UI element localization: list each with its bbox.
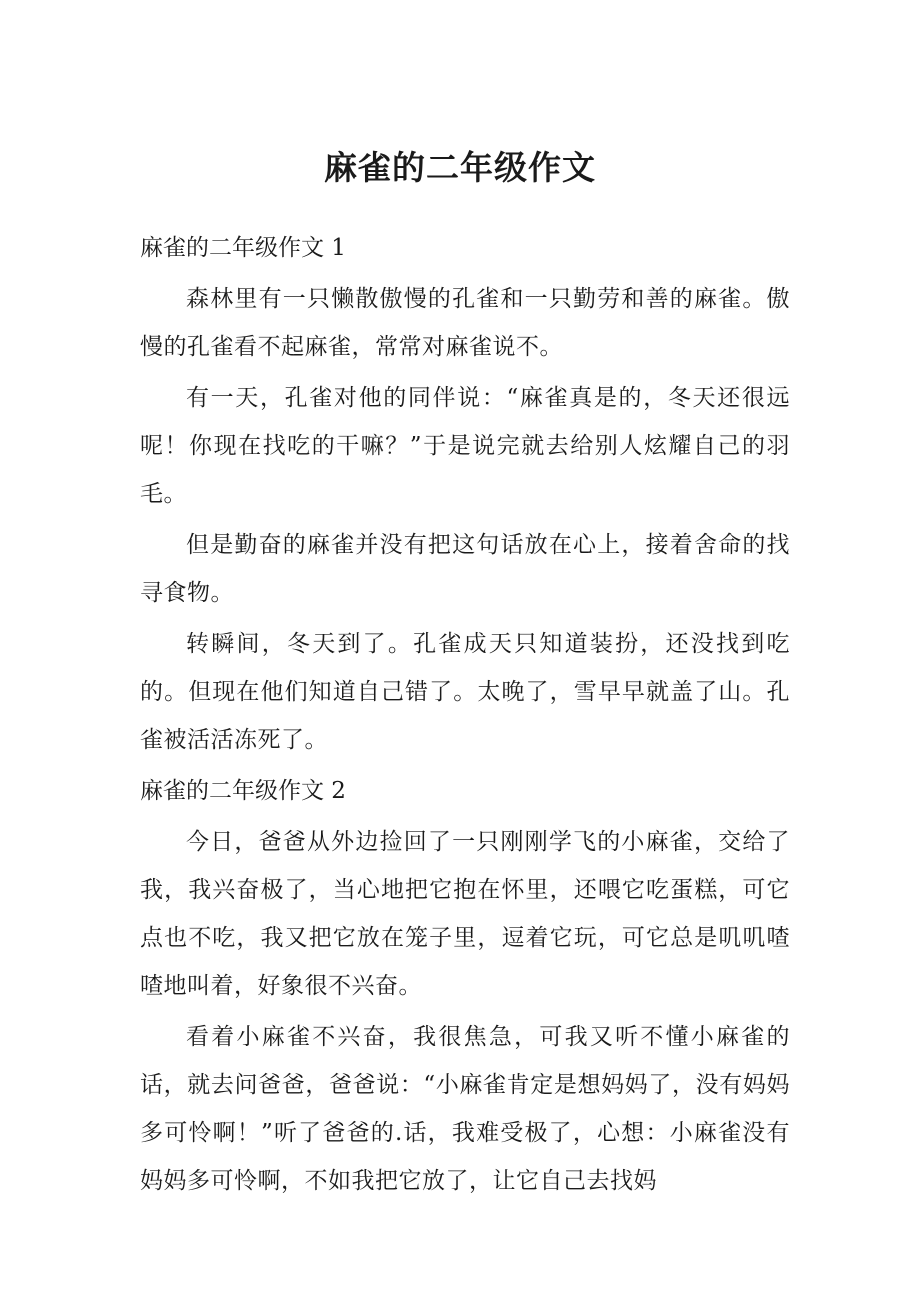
document-body: [140, 224, 790, 1208]
section-heading: 麻雀的二年级作文 2: [140, 778, 346, 804]
paragraph: 有一天，孔雀对他的同伴说：“麻雀真是的，冬天还很远呢！你现在找吃的干嘛？”于是说完就去给别人炫耀自己的羽毛。: [140, 385, 790, 507]
paragraph: 森林里有一只懒散傲慢的孔雀和一只勤劳和善的麻雀。傲慢的孔雀看不起麻雀，常常对麻雀说不。: [140, 286, 790, 360]
section-heading: 麻雀的二年级作文 1: [140, 235, 346, 261]
paragraph: 转瞬间，冬天到了。孔雀成天只知道装扮，还没找到吃的。但现在他们知道自己错了。太晚了，雪早早就盖了山。孔雀被活活冻死了。: [140, 631, 790, 753]
paragraph: 看着小麻雀不兴奋，我很焦急，可我又听不懂小麻雀的话，就去问爸爸，爸爸说：“小麻雀肯定是想妈妈了，没有妈妈多可怜啊！”听了爸爸的.话，我难受极了，心想：小麻雀没有妈妈多可怜啊，不如我把它放了，让它自己去找妈: [140, 1024, 790, 1194]
document-title: 麻雀的二年级作文: [324, 148, 596, 187]
paragraph: 今日，爸爸从外边捡回了一只刚刚学飞的小麻雀，交给了我，我兴奋极了，当心地把它抱在怀里，还喂它吃蛋糕，可它点也不吃，我又把它放在笼子里，逗着它玩，可它总是叽叽喳喳地叫着，好象很不兴奋。: [140, 829, 790, 999]
essay-section-2: [140, 767, 790, 1205]
essay-section-1: [140, 224, 790, 764]
paragraph: 但是勤奋的麻雀并没有把这句话放在心上，接着舍命的找寻食物。: [140, 532, 790, 606]
